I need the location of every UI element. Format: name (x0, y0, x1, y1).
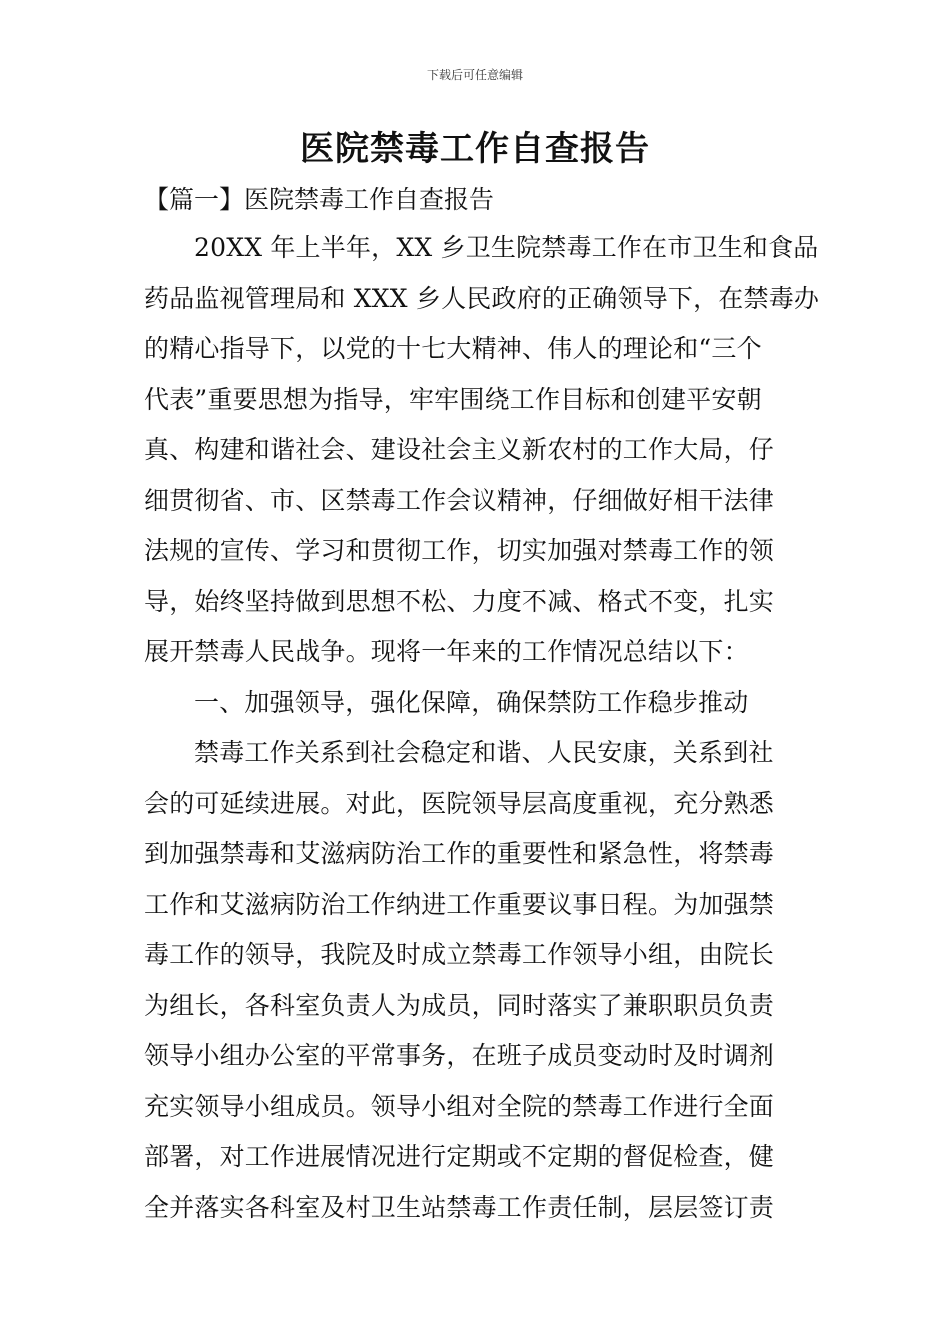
subsection-heading: 一、加强领导，强化保障，确保禁防工作稳步推动 (194, 687, 749, 717)
paragraph-line: 展开禁毒人民战争。现将一年来的工作情况总结以下： (144, 637, 749, 666)
paragraph-line: 导，始终坚持做到思想不松、力度不减、格式不变，扎实 (144, 586, 775, 616)
header-note: 下载后可任意编辑 (426, 68, 523, 82)
paragraph-line: 部署，对工作进展情况进行定期或不定期的督促检查，健 (144, 1142, 775, 1171)
paragraph-line: 细贯彻省、市、区禁毒工作会议精神，仔细做好相干法律 (144, 485, 775, 515)
paragraph-line: 药品监视管理局和 XXX 乡人民政府的正确领导下，在禁毒办 (144, 283, 820, 313)
paragraph-line: 会的可延续进展。对此，医院领导层高度重视，充分熟悉 (144, 788, 775, 818)
section-heading: 【篇一】医院禁毒工作自查报告 (144, 185, 495, 214)
paragraph-line: 的精心指导下，以党的十七大精神、伟人的理论和“三个 (144, 334, 762, 363)
paragraph-line: 为组长，各科室负责人为成员，同时落实了兼职职员负责 (144, 990, 775, 1020)
paragraph-line: 20XX 年上半年，XX 乡卫生院禁毒工作在市卫生和食品 (194, 233, 819, 262)
paragraph-line: 全并落实各科室及村卫生站禁毒工作责任制，层层签订责 (144, 1192, 775, 1222)
paragraph-line: 代表”重要思想为指导，牢牢围绕工作目标和创建平安朝 (144, 384, 762, 414)
paragraph-line: 真、构建和谐社会、建设社会主义新农村的工作大局，仔 (144, 435, 775, 464)
body-text (144, 228, 820, 1238)
paragraph-line: 禁毒工作关系到社会稳定和谐、人民安康，关系到社 (194, 738, 774, 767)
paragraph-line: 到加强禁毒和艾滋病防治工作的重要性和紧急性，将禁毒 (144, 839, 775, 868)
paragraph-line: 充实领导小组成员。领导小组对全院的禁毒工作进行全面 (144, 1091, 775, 1121)
paragraph-line: 工作和艾滋病防治工作纳进工作重要议事日程。为加强禁 (144, 889, 775, 919)
paragraph-line: 毒工作的领导，我院及时成立禁毒工作领导小组，由院长 (144, 940, 775, 969)
paragraph-line: 领导小组办公室的平常事务，在班子成员变动时及时调剂 (144, 1041, 775, 1070)
paragraph-line: 法规的宣传、学习和贯彻工作，切实加强对禁毒工作的领 (144, 536, 775, 565)
document-title: 医院禁毒工作自查报告 (300, 129, 650, 169)
